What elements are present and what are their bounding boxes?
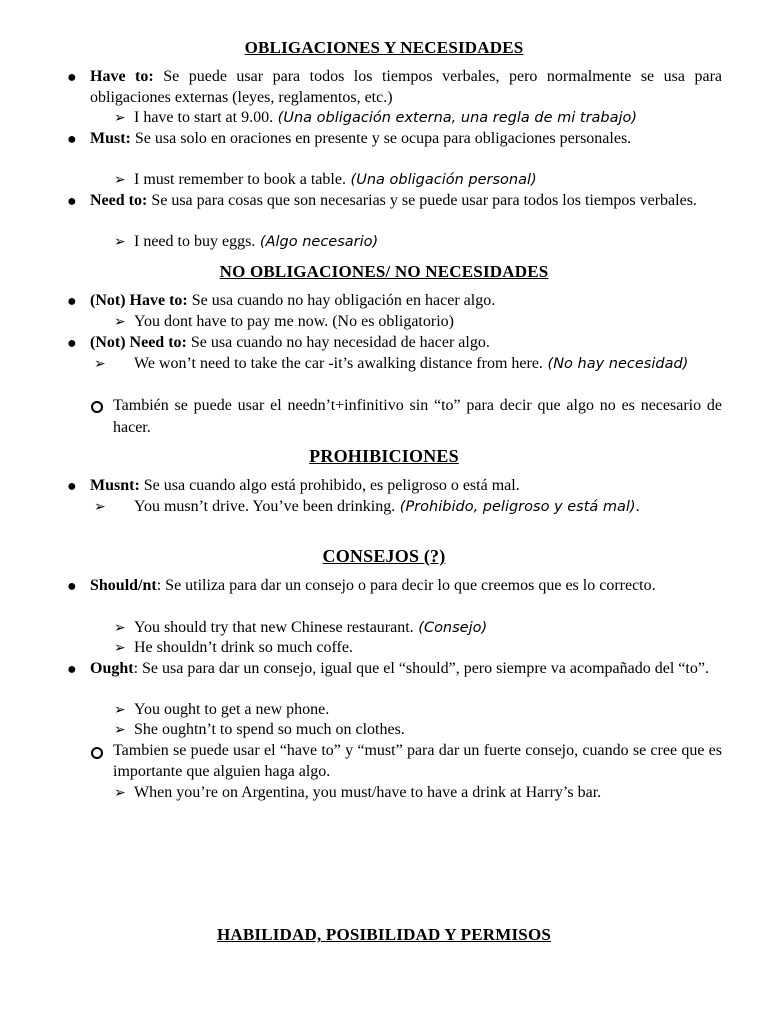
bullet-icon: ● <box>67 69 77 86</box>
desc-need-to: Se usa para cosas que son necesarias y se puede usar para todos los tiempos verbales. <box>147 192 697 209</box>
bullet-icon: ● <box>67 478 77 495</box>
desc-not-have-to: Se usa cuando no hay obligación en hacer algo. <box>187 292 496 309</box>
example-have-to <box>114 108 722 130</box>
section-title-no-obligaciones: NO OBLIGACIONES/ NO NECESIDADES <box>219 262 549 281</box>
example-tail: . <box>635 498 640 515</box>
list-item-musnt <box>90 476 722 497</box>
arrow-icon: ➢ <box>114 641 126 656</box>
bullet-icon: ● <box>67 293 77 310</box>
bullet-icon: ● <box>67 193 77 210</box>
list-item-not-need-to <box>90 333 722 354</box>
term-musnt: Musnt: <box>90 477 140 494</box>
example-text: You ought to get a new phone. <box>134 701 330 718</box>
example-ought-1 <box>114 700 722 722</box>
section-title-habilidad: HABILIDAD, POSIBILIDAD Y PERMISOS <box>216 925 552 944</box>
desc-neednt: También se puede usar el needn’t+infinitivo sin “to” para decir que algo no es necesario de hacer. <box>113 397 722 436</box>
example-text: She oughtn’t to spend so much on clothes. <box>134 721 405 738</box>
desc-have-to: Se puede usar para todos los tiempos verbales, pero normalmente se usa para obligaciones externas (leyes, reglamentos, etc.) <box>90 68 723 106</box>
bullet-icon: ● <box>67 131 77 148</box>
desc-ought: : Se usa para dar un consejo, igual que el “should”, pero siempre va acompañado del “to”. <box>133 660 709 677</box>
list-item-need-to <box>90 191 722 212</box>
example-text: We won’t need to take the car -it’s awalking distance from here. <box>134 355 543 372</box>
example-note: (Consejo) <box>413 620 488 636</box>
example-line <box>94 354 722 376</box>
bullet-icon: ● <box>67 578 77 595</box>
arrow-icon: ➢ <box>114 173 126 188</box>
example-need-to <box>114 232 722 254</box>
term-not-have-to: (Not) Have to: <box>90 292 188 309</box>
circle-bullet-icon <box>91 747 103 759</box>
example-ought-2 <box>114 720 722 742</box>
example-note: (Algo necesario) <box>255 234 379 250</box>
arrow-icon: ➢ <box>114 315 126 330</box>
example-text: I must remember to book a table. <box>134 171 346 188</box>
example-text: I have to start at 9.00. <box>134 109 274 126</box>
list-item-neednt <box>113 395 722 439</box>
list-item-should <box>90 576 722 597</box>
example-musnt <box>94 497 722 519</box>
example-note: (Una obligación personal) <box>345 172 537 188</box>
example-not-need-to <box>94 354 722 376</box>
arrow-icon: ➢ <box>94 357 106 372</box>
term-not-need-to: (Not) Need to: <box>90 334 187 351</box>
arrow-icon: ➢ <box>114 621 126 636</box>
example-not-have-to <box>114 312 722 334</box>
circle-bullet-icon <box>91 401 103 413</box>
arrow-icon: ➢ <box>94 500 106 515</box>
section-title-prohibiciones: PROHIBICIONES <box>309 446 459 466</box>
bullet-icon: ● <box>67 661 77 678</box>
example-text: You should try that new Chinese restaurant. <box>134 619 414 636</box>
example-text: When you’re on Argentina, you must/have to have a drink at Harry’s bar. <box>134 784 602 801</box>
list-item-have-to-must-advice <box>113 741 722 782</box>
example-note: (Prohibido, peligroso y está mal) <box>395 499 636 515</box>
example-note: (Una obligación externa, una regla de mi trabajo) <box>273 110 638 126</box>
example-line <box>94 497 722 519</box>
section-title-consejos: CONSEJOS (?) <box>322 546 446 566</box>
arrow-icon: ➢ <box>114 703 126 718</box>
example-should-2 <box>114 638 722 660</box>
example-text: You dont have to pay me now. (No es obligatorio) <box>134 313 454 330</box>
term-should: Should/nt <box>90 577 157 594</box>
desc-not-need-to: Se usa cuando no hay necesidad de hacer algo. <box>186 334 490 351</box>
arrow-icon: ➢ <box>114 235 126 250</box>
desc-must: Se usa solo en oraciones en presente y se ocupa para obligaciones personales. <box>130 130 632 147</box>
arrow-icon: ➢ <box>114 786 126 801</box>
arrow-icon: ➢ <box>114 111 126 126</box>
list-item-not-have-to <box>90 291 722 312</box>
arrow-icon: ➢ <box>114 723 126 738</box>
example-text: You musn’t drive. You’ve been drinking. <box>134 498 396 515</box>
list-item-have-to <box>90 67 722 108</box>
section-title-obligaciones: OBLIGACIONES Y NECESIDADES <box>244 38 524 57</box>
example-text: I need to buy eggs. <box>134 233 256 250</box>
desc-musnt: Se usa cuando algo está prohibido, es peligroso o está mal. <box>139 477 520 494</box>
example-harrys-bar <box>114 783 722 805</box>
term-ought: Ought <box>90 660 134 677</box>
example-note: (No hay necesidad) <box>542 356 689 372</box>
example-must <box>114 170 722 192</box>
example-text: He shouldn’t drink so much coffe. <box>134 639 353 656</box>
desc-have-to-must-advice: Tambien se puede usar el “have to” y “must” para dar un fuerte consejo, cuando se cree que es importante que alguien haga algo. <box>113 742 722 780</box>
list-item-must <box>90 129 722 150</box>
list-item-ought <box>90 659 722 680</box>
desc-should: : Se utiliza para dar un consejo o para decir lo que creemos que es lo correcto. <box>156 577 656 594</box>
bullet-icon: ● <box>67 335 77 352</box>
term-have-to: Have to: <box>90 68 154 85</box>
term-must: Must: <box>90 130 131 147</box>
term-need-to: Need to: <box>90 192 148 209</box>
example-should-1 <box>114 618 722 640</box>
